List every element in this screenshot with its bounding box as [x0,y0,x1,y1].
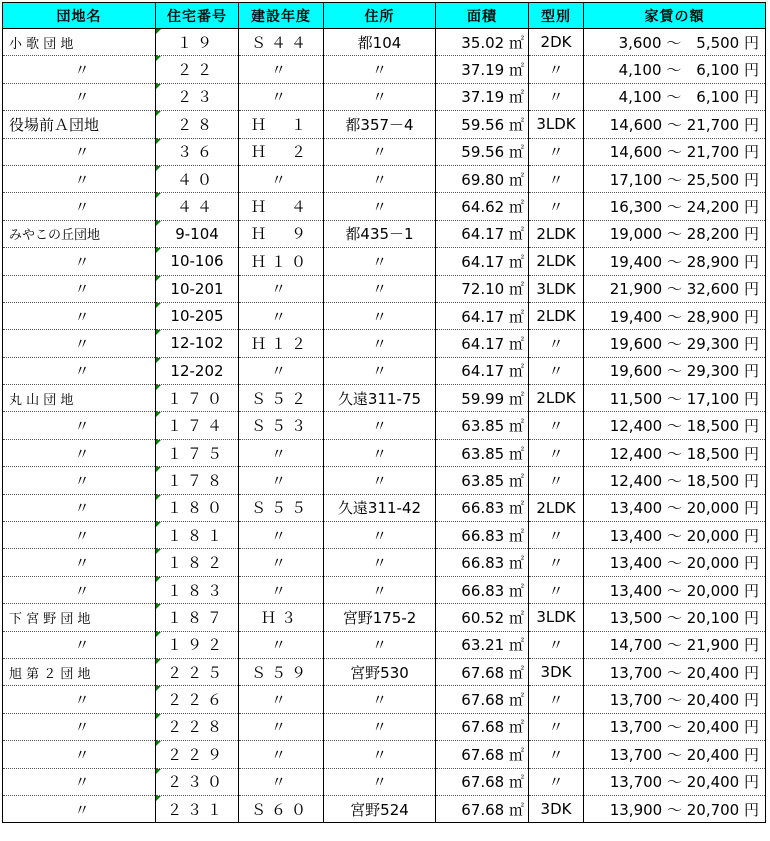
table-row [3,220,766,247]
area-cell: 67.68 ㎡ [436,658,529,685]
rent-range-cell: 4,100 ～ 6,100 円 [584,83,766,110]
unit-number-cell: ２８ [156,111,239,138]
unit-number-cell: ３６ [156,138,239,165]
layout-type-cell: 〃 [529,56,584,83]
table-row [3,385,766,412]
complex-name-cell: 〃 [3,494,156,521]
construction-year-cell: Ｓ５２ [239,385,324,412]
rent-range-cell: 14,700 ～ 21,900 円 [584,631,766,658]
header-area: 面積 [436,3,529,29]
address-cell: 都435－1 [324,220,436,247]
construction-year-cell: 〃 [239,713,324,740]
area-cell: 59.99 ㎡ [436,385,529,412]
construction-year-cell: Ｓ５５ [239,494,324,521]
complex-name-cell: 小 歌 団 地 [3,29,156,56]
complex-name-cell: 〃 [3,83,156,110]
area-cell: 63.85 ㎡ [436,467,529,494]
layout-type-cell: 2DK [529,29,584,56]
complex-name-cell: 〃 [3,357,156,384]
complex-name-cell: 〃 [3,686,156,713]
table-row [3,631,766,658]
construction-year-cell: Ｈ ２ [239,138,324,165]
rent-range-cell: 13,700 ～ 20,400 円 [584,658,766,685]
construction-year-cell: Ｓ４４ [239,29,324,56]
area-cell: 67.68 ㎡ [436,768,529,795]
construction-year-cell: 〃 [239,741,324,768]
area-cell: 72.10 ㎡ [436,275,529,302]
table-row [3,412,766,439]
table-row [3,522,766,549]
unit-number-cell: ２２ [156,56,239,83]
complex-name-cell: 〃 [3,713,156,740]
address-cell: 宮野524 [324,795,436,822]
layout-type-cell: 2LDK [529,494,584,521]
complex-name-cell: 〃 [3,275,156,302]
complex-name-cell: 下 宮 野 団 地 [3,604,156,631]
construction-year-cell: 〃 [239,302,324,329]
address-cell: 〃 [324,138,436,165]
construction-year-cell: 〃 [239,576,324,603]
rent-range-cell: 19,400 ～ 28,900 円 [584,248,766,275]
unit-number-cell: １８２ [156,549,239,576]
area-cell: 67.68 ㎡ [436,686,529,713]
layout-type-cell: 〃 [529,412,584,439]
layout-type-cell: 〃 [529,686,584,713]
layout-type-cell: 3LDK [529,111,584,138]
table-row [3,275,766,302]
layout-type-cell: 〃 [529,330,584,357]
header-row [3,3,766,29]
layout-type-cell: 〃 [529,768,584,795]
construction-year-cell: Ｓ５９ [239,658,324,685]
layout-type-cell: 〃 [529,741,584,768]
complex-name-cell: みやこの丘団地 [3,220,156,247]
unit-number-cell: ２２６ [156,686,239,713]
area-cell: 60.52 ㎡ [436,604,529,631]
rent-range-cell: 13,400 ～ 20,000 円 [584,549,766,576]
table-row [3,111,766,138]
rent-range-cell: 13,700 ～ 20,400 円 [584,768,766,795]
rent-range-cell: 3,600 ～ 5,500 円 [584,29,766,56]
rent-range-cell: 13,400 ～ 20,000 円 [584,522,766,549]
area-cell: 35.02 ㎡ [436,29,529,56]
construction-year-cell: 〃 [239,631,324,658]
unit-number-cell: １８０ [156,494,239,521]
unit-number-cell: １９２ [156,631,239,658]
rent-range-cell: 4,100 ～ 6,100 円 [584,56,766,83]
construction-year-cell: Ｈ １ [239,111,324,138]
layout-type-cell: 2LDK [529,385,584,412]
table-row [3,138,766,165]
header-rent-range: 家賃の額 [584,3,766,29]
complex-name-cell: 〃 [3,412,156,439]
complex-name-cell: 〃 [3,631,156,658]
address-cell: 〃 [324,522,436,549]
unit-number-cell: ２３０ [156,768,239,795]
rent-range-cell: 12,400 ～ 18,500 円 [584,439,766,466]
area-cell: 64.17 ㎡ [436,357,529,384]
header-unit-number: 住宅番号 [156,3,239,29]
header-complex-name: 団地名 [3,3,156,29]
construction-year-cell: 〃 [239,522,324,549]
layout-type-cell: 3LDK [529,604,584,631]
table-row [3,604,766,631]
address-cell: 都357－4 [324,111,436,138]
construction-year-cell: 〃 [239,467,324,494]
housing-rent-table [2,2,766,823]
rent-range-cell: 13,500 ～ 20,100 円 [584,604,766,631]
complex-name-cell: 〃 [3,302,156,329]
unit-number-cell: 10-106 [156,248,239,275]
table-row [3,29,766,56]
construction-year-cell: 〃 [239,56,324,83]
construction-year-cell: Ｈ１０ [239,248,324,275]
address-cell: 久遠311-42 [324,494,436,521]
layout-type-cell: 〃 [529,713,584,740]
table-row [3,713,766,740]
construction-year-cell: Ｓ６０ [239,795,324,822]
rent-range-cell: 14,600 ～ 21,700 円 [584,111,766,138]
address-cell: 〃 [324,467,436,494]
unit-number-cell: 10-205 [156,302,239,329]
area-cell: 64.17 ㎡ [436,330,529,357]
construction-year-cell: 〃 [239,275,324,302]
construction-year-cell: 〃 [239,357,324,384]
complex-name-cell: 〃 [3,795,156,822]
area-cell: 66.83 ㎡ [436,494,529,521]
table-row [3,549,766,576]
table-row [3,741,766,768]
table-row [3,330,766,357]
construction-year-cell: Ｈ１２ [239,330,324,357]
area-cell: 64.17 ㎡ [436,302,529,329]
rent-range-cell: 13,700 ～ 20,400 円 [584,713,766,740]
rent-range-cell: 13,400 ～ 20,000 円 [584,576,766,603]
layout-type-cell: 〃 [529,439,584,466]
complex-name-cell: 丸 山 団 地 [3,385,156,412]
unit-number-cell: 10-201 [156,275,239,302]
layout-type-cell: 〃 [529,138,584,165]
rent-range-cell: 13,900 ～ 20,700 円 [584,795,766,822]
address-cell: 〃 [324,330,436,357]
area-cell: 59.56 ㎡ [436,138,529,165]
layout-type-cell: 〃 [529,467,584,494]
rent-range-cell: 19,400 ～ 28,900 円 [584,302,766,329]
layout-type-cell: 3DK [529,795,584,822]
construction-year-cell: Ｈ ９ [239,220,324,247]
unit-number-cell: １７８ [156,467,239,494]
unit-number-cell: ２３１ [156,795,239,822]
layout-type-cell: 3LDK [529,275,584,302]
construction-year-cell: 〃 [239,165,324,192]
complex-name-cell: 〃 [3,165,156,192]
header-layout-type: 型別 [529,3,584,29]
layout-type-cell: 〃 [529,631,584,658]
unit-number-cell: ４０ [156,165,239,192]
construction-year-cell: Ｈ３ [239,604,324,631]
complex-name-cell: 〃 [3,549,156,576]
table-row [3,56,766,83]
unit-number-cell: 12-202 [156,357,239,384]
unit-number-cell: １８１ [156,522,239,549]
complex-name-cell: 〃 [3,439,156,466]
housing-rent-table-sheet [2,2,765,823]
unit-number-cell: ２３ [156,83,239,110]
address-cell: 都104 [324,29,436,56]
complex-name-cell: 旭 第 ２ 団 地 [3,658,156,685]
area-cell: 37.19 ㎡ [436,83,529,110]
complex-name-cell: 〃 [3,330,156,357]
address-cell: 〃 [324,549,436,576]
unit-number-cell: 9-104 [156,220,239,247]
complex-name-cell: 〃 [3,467,156,494]
address-cell: 宮野175-2 [324,604,436,631]
rent-range-cell: 19,600 ～ 29,300 円 [584,357,766,384]
layout-type-cell: 〃 [529,522,584,549]
layout-type-cell: 〃 [529,549,584,576]
address-cell: 〃 [324,275,436,302]
address-cell: 〃 [324,576,436,603]
address-cell: 〃 [324,686,436,713]
complex-name-cell: 〃 [3,741,156,768]
table-row [3,193,766,220]
layout-type-cell: 〃 [529,165,584,192]
construction-year-cell: 〃 [239,439,324,466]
layout-type-cell: 3DK [529,658,584,685]
complex-name-cell: 〃 [3,56,156,83]
area-cell: 69.80 ㎡ [436,165,529,192]
address-cell: 〃 [324,302,436,329]
area-cell: 64.17 ㎡ [436,220,529,247]
layout-type-cell: 2LDK [529,302,584,329]
address-cell: 久遠311-75 [324,385,436,412]
area-cell: 37.19 ㎡ [436,56,529,83]
area-cell: 67.68 ㎡ [436,741,529,768]
rent-range-cell: 13,700 ～ 20,400 円 [584,741,766,768]
complex-name-cell: 〃 [3,138,156,165]
construction-year-cell: 〃 [239,83,324,110]
complex-name-cell: 〃 [3,248,156,275]
header-address: 住所 [324,3,436,29]
address-cell: 〃 [324,741,436,768]
construction-year-cell: Ｓ５３ [239,412,324,439]
header-construction-year: 建設年度 [239,3,324,29]
area-cell: 66.83 ㎡ [436,576,529,603]
area-cell: 59.56 ㎡ [436,111,529,138]
address-cell: 〃 [324,412,436,439]
unit-number-cell: １７５ [156,439,239,466]
complex-name-cell: 〃 [3,576,156,603]
address-cell: 〃 [324,713,436,740]
area-cell: 63.85 ㎡ [436,412,529,439]
complex-name-cell: 〃 [3,193,156,220]
layout-type-cell: 〃 [529,83,584,110]
construction-year-cell: 〃 [239,686,324,713]
area-cell: 67.68 ㎡ [436,713,529,740]
address-cell: 〃 [324,768,436,795]
unit-number-cell: １７４ [156,412,239,439]
area-cell: 64.17 ㎡ [436,248,529,275]
rent-range-cell: 13,400 ～ 20,000 円 [584,494,766,521]
address-cell: 〃 [324,357,436,384]
table-row [3,795,766,822]
complex-name-cell: 〃 [3,768,156,795]
unit-number-cell: 12-102 [156,330,239,357]
table-row [3,357,766,384]
address-cell: 宮野530 [324,658,436,685]
table-row [3,302,766,329]
table-row [3,658,766,685]
unit-number-cell: ２２５ [156,658,239,685]
rent-range-cell: 11,500 ～ 17,100 円 [584,385,766,412]
layout-type-cell: 〃 [529,193,584,220]
rent-range-cell: 13,700 ～ 20,400 円 [584,686,766,713]
area-cell: 66.83 ㎡ [436,549,529,576]
table-row [3,494,766,521]
complex-name-cell: 〃 [3,522,156,549]
rent-range-cell: 17,100 ～ 25,500 円 [584,165,766,192]
rent-range-cell: 21,900 ～ 32,600 円 [584,275,766,302]
layout-type-cell: 〃 [529,357,584,384]
unit-number-cell: １８７ [156,604,239,631]
area-cell: 63.85 ㎡ [436,439,529,466]
address-cell: 〃 [324,439,436,466]
table-body [3,29,766,823]
unit-number-cell: ２２８ [156,713,239,740]
rent-range-cell: 19,600 ～ 29,300 円 [584,330,766,357]
address-cell: 〃 [324,631,436,658]
address-cell: 〃 [324,83,436,110]
address-cell: 〃 [324,56,436,83]
unit-number-cell: １８３ [156,576,239,603]
address-cell: 〃 [324,248,436,275]
rent-range-cell: 16,300 ～ 24,200 円 [584,193,766,220]
table-row [3,768,766,795]
table-row [3,165,766,192]
construction-year-cell: Ｈ ４ [239,193,324,220]
table-row [3,83,766,110]
address-cell: 〃 [324,193,436,220]
unit-number-cell: ２２９ [156,741,239,768]
unit-number-cell: １７０ [156,385,239,412]
table-row [3,467,766,494]
rent-range-cell: 12,400 ～ 18,500 円 [584,412,766,439]
address-cell: 〃 [324,165,436,192]
area-cell: 66.83 ㎡ [436,522,529,549]
construction-year-cell: 〃 [239,768,324,795]
table-row [3,439,766,466]
unit-number-cell: ４４ [156,193,239,220]
rent-range-cell: 14,600 ～ 21,700 円 [584,138,766,165]
layout-type-cell: 2LDK [529,220,584,247]
area-cell: 64.62 ㎡ [436,193,529,220]
complex-name-cell: 役場前Ａ団地 [3,111,156,138]
layout-type-cell: 2LDK [529,248,584,275]
unit-number-cell: １９ [156,29,239,56]
rent-range-cell: 12,400 ～ 18,500 円 [584,467,766,494]
area-cell: 63.21 ㎡ [436,631,529,658]
table-row [3,576,766,603]
rent-range-cell: 19,000 ～ 28,200 円 [584,220,766,247]
layout-type-cell: 〃 [529,576,584,603]
construction-year-cell: 〃 [239,549,324,576]
area-cell: 67.68 ㎡ [436,795,529,822]
table-row [3,248,766,275]
table-row [3,686,766,713]
